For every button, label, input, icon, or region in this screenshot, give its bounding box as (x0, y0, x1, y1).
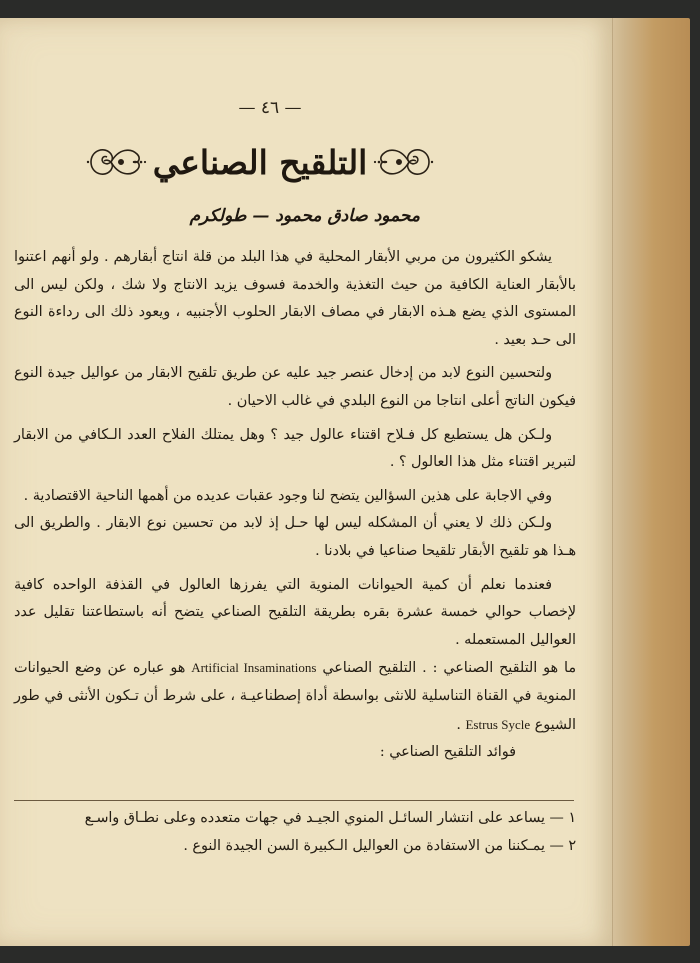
benefit-item-2: ٢ — يمـكننا من الاستفادة من العواليل الـكبيرة السن الجيدة النوع . (183, 838, 576, 854)
paragraph-5: ولـكن ذلك لا يعني أن المشكله ليس لها حـل إذ لابد من تحسين نوع الابقار . والطريق الى هـذا هو تلقيح الأبقار تلقيحا صناعيا في بلادنا . (14, 515, 576, 559)
right-ornament-icon (373, 140, 435, 184)
english-term-artificial-insemination: Artificial Insaminations (191, 660, 317, 676)
paragraph-1: يشكو الكثيرون من مربي الأبقار المحلية في هذا البلد من قلة انتاج أبقارهم . ولو أنهم اعتنوا بالأبقار العناية الكافية من حيث التغذية والخدمة فسوف يزيد الانتاج ولا شك ، ولكن ليس الى المستوى الذي يضع هـذه الابقار في مصاف الابقار الحلوب الأجنبيه ، ويعود ذلك الى رداءة النوع الى حـد بعيد . (14, 249, 576, 348)
author-line: محمود صادق محمود — طولكرم (189, 206, 420, 226)
paragraph-6: فعندما نعلم أن كمية الحيوانات المنوية التي يفرزها العالول في القذفة الواحده كافية لإخصاب حوالي خمسة عشرة بقره بطريقة التلقيح الصناعي يتضح أنه باستطاعتنا تقليل عدد العواليل المستعمله . (14, 576, 576, 648)
paragraph-3: ولـكن هل يستطيع كل فـلاح اقتناء عالول جيد ؟ وهل يمتلك الفلاح العدد الـكافي من الابقار لتبرير اقتناء مثل هذا العالول ؟ . (14, 426, 576, 471)
definition-paragraph (14, 654, 576, 739)
page-number: — ٤٦ — (238, 98, 302, 118)
article-title: التلقيح الصناعي (152, 142, 368, 182)
english-term-estrus: Estrus Sycle (465, 716, 531, 732)
definition-text: هو عباره عن وضع الحيوانات المنوية في القناة التناسلية للانثى بواسطة أداة إصطناعيـة ، على شرط أن تـكون الأنثى في طور الشيوع (14, 660, 576, 733)
paragraph-2: ولتحسين النوع لابد من إدخال عنصر جيد عليه عن طريق تلقيح الابقار من عواليل جيدة النوع فيكون الناتج أعلى انتاجا من النوع البلدي في غالب الاحيان . (14, 365, 576, 409)
divider (14, 800, 574, 801)
paragraph-4: وفي الاجابة على هذين السؤالين يتضح لنا وجود عقبات عديده من أهمها الناحية الاقتصادية . (23, 487, 552, 504)
benefit-item-1: ١ — يساعد على انتشار السائـل المنوي الجيـد في جهات متعدده وعلى نطـاق واسـع (84, 810, 576, 826)
benefits-list (14, 804, 576, 860)
article-body (14, 244, 576, 771)
title-row (100, 126, 420, 198)
benefits-heading: فوائد التلقيح الصناعي : (379, 744, 516, 761)
left-ornament-icon (85, 140, 147, 184)
definition-intro: ما هو التلقيح الصناعي : . التلقيح الصناعي (322, 660, 576, 677)
book-page (0, 18, 612, 946)
definition-end: . (456, 716, 461, 733)
